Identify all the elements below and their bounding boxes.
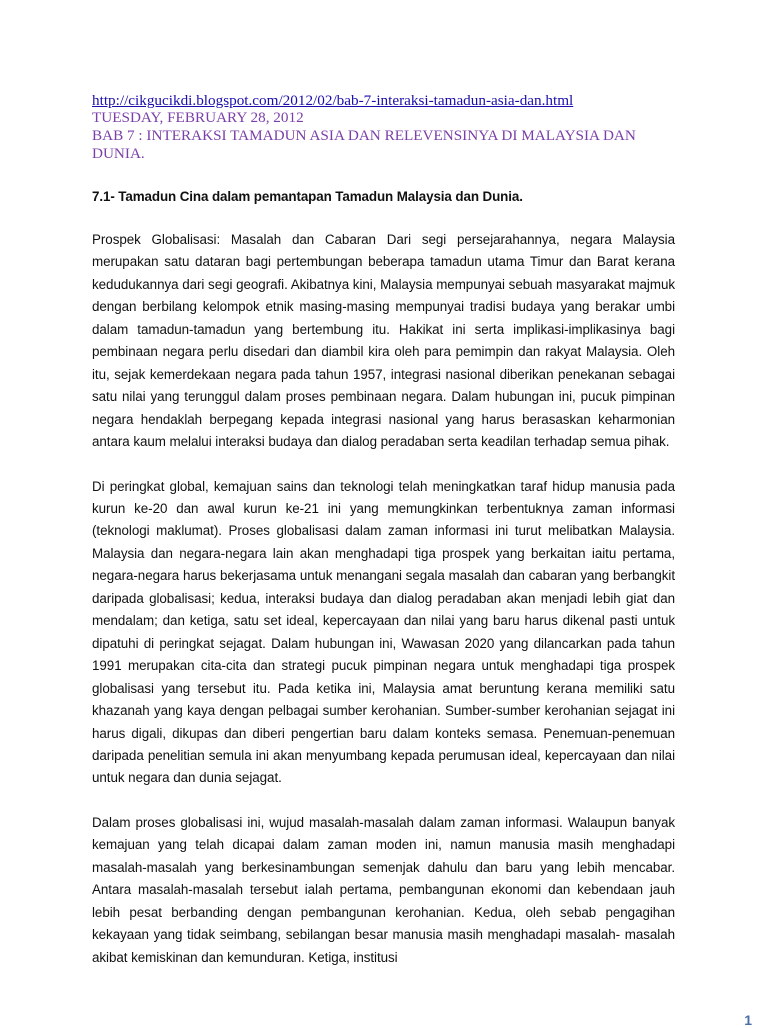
section-heading: 7.1- Tamadun Cina dalam pemantapan Tamadun Malaysia dan Dunia. bbox=[92, 189, 523, 204]
source-url-link[interactable]: http://cikgucikdi.blogspot.com/2012/02/bab-7-interaksi-tamadun-asia-dan.html bbox=[92, 92, 574, 109]
document-body bbox=[92, 92, 675, 969]
chapter-title: BAB 7 : INTERAKSI TAMADUN ASIA DAN RELEVENSINYA DI MALAYSIA DAN DUNIA. bbox=[92, 127, 636, 162]
post-date: TUESDAY, FEBRUARY 28, 2012 bbox=[92, 109, 304, 126]
page-number: 1 bbox=[744, 1012, 752, 1028]
paragraph-globalisation-prospects: Prospek Globalisasi: Masalah dan Cabaran Dari segi persejarahannya, negara Malaysia merupakan satu dataran bagi pertembungan beberapa tamadun utama Timur dan Barat kerana kedudukannya dari segi geografi. Akibatnya kini, Malaysia mempunyai sebuah masyarakat majmuk dengan berbilang kelompok etnik masing-masing mempunyai tradisi budaya yang berakar umbi dalam tamadun-tamadun yang bertembung itu. Hakikat ini serta implikasi-implikasinya bagi pembinaan negara perlu disedari dan diambil kira oleh para pemimpin dan rakyat Malaysia. Oleh itu, sejak kemerdekaan negara pada tahun 1957, integrasi nasional diberikan penekanan sebagai satu nilai yang terunggul dalam proses pembinaan negara. Dalam hubungan ini, pucuk pimpinan negara hendaklah berpegang kepada integrasi nasional yang harus berasaskan keharmonian antara kaum melalui interaksi budaya dan dialog peradaban serta keadilan terhadap semua pihak. bbox=[92, 232, 675, 450]
paragraph-global-level: Di peringkat global, kemajuan sains dan teknologi telah meningkatkan taraf hidup manusia pada kurun ke-20 dan awal kurun ke-21 ini yang memungkinkan terbentuknya zaman informasi (teknologi maklumat). Proses globalisasi dalam zaman informasi ini turut melibatkan Malaysia. Malaysia dan negara-negara lain akan menghadapi tiga prospek yang berkaitan iaitu pertama, negara-negara harus bekerjasama untuk menangani segala masalah dan cabaran yang berbangkit daripada globalisasi; kedua, interaksi budaya dan dialog peradaban akan menjadi lebih giat dan mendalam; dan ketiga, satu set ideal, kepercayaan dan nilai yang baru harus dikenal pasti untuk dipatuhi di peringkat sejagat. Dalam hubungan ini, Wawasan 2020 yang dilancarkan pada tahun 1991 merupakan cita-cita dan strategi pucuk pimpinan negara untuk menghadapi tiga prospek globalisasi yang tersebut itu. Pada ketika ini, Malaysia amat beruntung kerana memiliki satu khazanah yang kaya dengan pelbagai sumber kerohanian. Sumber-sumber kerohanian sejagat ini harus digali, dikupas dan diberi pengertian baru dalam konteks semasa. Penemuan-penemuan daripada penelitian semula ini akan menyumbang kepada perumusan ideal, kepercayaan dan nilai untuk negara dan dunia sejagat. bbox=[92, 478, 675, 786]
paragraph-globalisation-problems: Dalam proses globalisasi ini, wujud masalah-masalah dalam zaman informasi. Walaupun banyak kemajuan yang telah dicapai dalam zaman moden ini, namun manusia masih menghadapi masalah-masalah yang berkesinambungan semenjak dahulu dan baru yang lebih mencabar. Antara masalah-masalah tersebut ialah pertama, pembangunan ekonomi dan kebendaan jauh lebih pesat berbanding dengan pembangunan kerohanian. Kedua, oleh sebab pengagihan kekayaan yang tidak seimbang, sebilangan besar manusia masih menghadapi masalah- masalah akibat kemiskinan dan kemunduran. Ketiga, institusi bbox=[92, 814, 675, 965]
